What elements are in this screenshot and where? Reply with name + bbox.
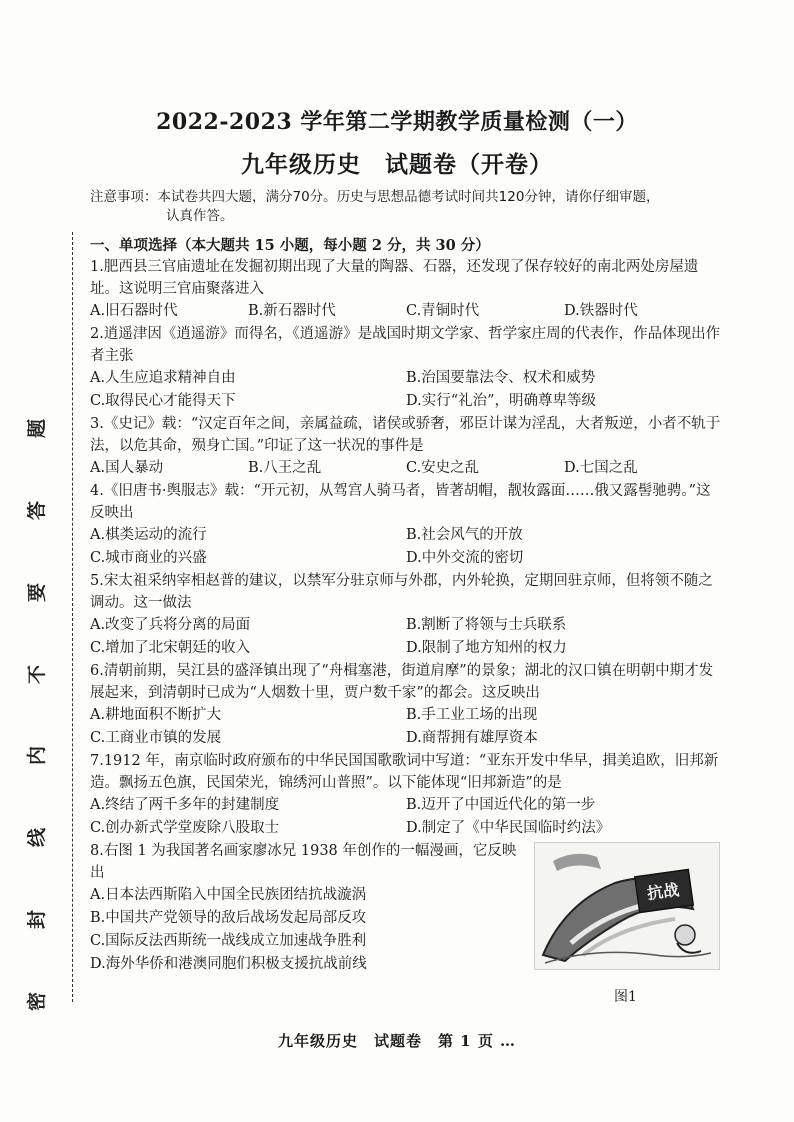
question-1 — [90, 256, 722, 323]
option-a[interactable]: A.棋类运动的流行 — [90, 527, 207, 543]
section-heading: 一、单项选择（本大题共 15 小题，每小题 2 分，共 30 分） — [90, 237, 490, 254]
margin-char: 线 — [26, 828, 49, 848]
option-a[interactable]: A.耕地面积不断扩大 — [90, 707, 222, 723]
question-options — [90, 704, 722, 750]
question-stem: 2.逍遥津因《逍遥游》而得名，《逍遥游》是战国时期文学家、哲学家庄周的代表作，作品体现出作者主张 — [90, 326, 721, 364]
option-c[interactable]: C.城市商业的兴盛 — [90, 550, 207, 566]
cartoon-illustration — [535, 843, 719, 969]
question-options — [90, 794, 722, 840]
margin-char: 要 — [26, 582, 49, 602]
option-b[interactable]: B.八王之乱 — [248, 460, 322, 476]
option-c[interactable]: C.国际反法西斯统一战线成立加速战争胜利 — [90, 933, 367, 949]
question-stem: 5.宋太祖采纳宰相赵普的建议，以禁军分驻京师与外郡，内外轮换，定期回驻京师，但将领不随之调动。这一做法 — [90, 573, 713, 611]
option-d[interactable]: D.制定了《中华民国临时约法》 — [406, 820, 611, 836]
question-7 — [90, 750, 722, 840]
question-options — [90, 457, 722, 480]
cartoon-figure — [534, 842, 720, 970]
question-stem: 1.肥西县三官庙遗址在发掘初期出现了大量的陶器、石器，还发现了保存较好的南北两处房屋遗址。这说明三官庙聚落进入 — [90, 259, 699, 297]
option-b[interactable]: B.社会风气的开放 — [406, 527, 523, 543]
option-b[interactable]: B.中国共产党领导的敌后战场发起局部反攻 — [90, 910, 367, 926]
option-b[interactable]: B.迈开了中国近代化的第一步 — [406, 797, 596, 813]
cartoon-figure-head — [675, 925, 695, 945]
question-3 — [90, 413, 722, 480]
margin-char: 密 — [26, 991, 49, 1011]
question-options — [90, 367, 722, 413]
margin-char: 不 — [26, 664, 49, 684]
question-stem: 7.1912 年，南京临时政府颁布的中华民国国歌歌词中写道：“亚东开发中华早，揖美追欧，旧邦新造。飘扬五色旗，民国荣光，锦绣河山普照”。以下能体现“旧邦新造”的是 — [90, 753, 719, 791]
option-b[interactable]: B.治国要靠法令、权术和威势 — [406, 370, 596, 386]
question-6 — [90, 660, 722, 750]
option-d[interactable]: D.中外交流的密切 — [406, 550, 524, 566]
question-options — [90, 614, 722, 660]
notice-line: 注意事项：本试卷共四大题，满分70分。历史与思想品德考试时间共120分钟，请你仔细审题， — [90, 189, 660, 205]
option-a[interactable]: A.旧石器时代 — [90, 303, 178, 319]
question-stem: 3.《史记》载：“汉定百年之间，亲属益疏，诸侯或骄奢，邪臣计谋为淫乱，大者叛逆，小者不轨于法，以危其命，殒身亡国。”印证了这一状况的事件是 — [90, 416, 721, 454]
question-5 — [90, 570, 722, 660]
option-d[interactable]: D.铁器时代 — [564, 303, 638, 319]
option-b[interactable]: B.手工业工场的出现 — [406, 707, 538, 723]
option-a[interactable]: A.日本法西斯陷入中国全民族团结抗战漩涡 — [90, 887, 367, 903]
option-c[interactable]: C.工商业市镇的发展 — [90, 730, 222, 746]
option-d[interactable]: D.七国之乱 — [564, 460, 638, 476]
question-4 — [90, 480, 722, 570]
figure-caption: 图1 — [614, 989, 637, 1005]
question-options — [90, 300, 722, 323]
option-d[interactable]: D.实行“礼治”，明确尊卑等级 — [406, 393, 597, 409]
question-stem: 6.清朝前期，吴江县的盛泽镇出现了“舟楫塞港，街道肩摩”的景象；湖北的汉口镇在明朝中期才发展起来，到清朝时已成为“人烟数十里，贾户数千家”的都会。这反映出 — [90, 663, 714, 701]
page-footer: 九年级历史 试题卷 第 1 页 … — [277, 1032, 517, 1050]
option-a[interactable]: A.改变了兵将分离的局面 — [90, 617, 251, 633]
binding-line — [72, 232, 73, 1002]
exam-subtitle: 九年级历史 试题卷（开卷） — [241, 151, 553, 178]
margin-char: 内 — [26, 746, 49, 766]
question-8 — [90, 840, 520, 976]
notice-line: 认真作答。 — [166, 208, 234, 224]
question-2 — [90, 323, 722, 413]
cartoon-sign-text: 抗战 — [645, 879, 681, 904]
option-a[interactable]: A.人生应追求精神自由 — [90, 370, 236, 386]
option-c[interactable]: C.创办新式学堂废除八股取士 — [90, 820, 280, 836]
option-c[interactable]: C.取得民心才能得天下 — [90, 393, 236, 409]
binding-margin-text — [20, 415, 52, 1015]
option-d[interactable]: D.海外华侨和港澳同胞们积极支援抗战前线 — [90, 956, 367, 972]
option-c[interactable]: C.增加了北宋朝廷的收入 — [90, 640, 251, 656]
option-a[interactable]: A.终结了两千多年的封建制度 — [90, 797, 280, 813]
exam-notice — [90, 188, 750, 226]
margin-char: 答 — [26, 500, 49, 520]
question-options — [90, 524, 722, 570]
margin-char: 封 — [26, 910, 49, 930]
exam-title: 2022-2023 学年第二学期教学质量检测（一） — [156, 109, 638, 135]
option-b[interactable]: B.新石器时代 — [248, 303, 336, 319]
option-c[interactable]: C.青铜时代 — [406, 303, 480, 319]
margin-char: 题 — [26, 418, 49, 439]
option-c[interactable]: C.安史之乱 — [406, 460, 480, 476]
question-stem: 4.《旧唐书·舆服志》载：“开元初，从驾宫人骑马者，皆著胡帽，靓妆露面……俄又露髻驰骋。”这反映出 — [90, 483, 711, 521]
question-stem: 8.右图 1 为我国著名画家廖冰兄 1938 年创作的一幅漫画，它反映出 — [90, 843, 517, 881]
option-a[interactable]: A.国人暴动 — [90, 460, 164, 476]
option-d[interactable]: D.限制了地方知州的权力 — [406, 640, 567, 656]
option-b[interactable]: B.割断了将领与士兵联系 — [406, 617, 567, 633]
option-d[interactable]: D.商帮拥有雄厚资本 — [406, 730, 538, 746]
